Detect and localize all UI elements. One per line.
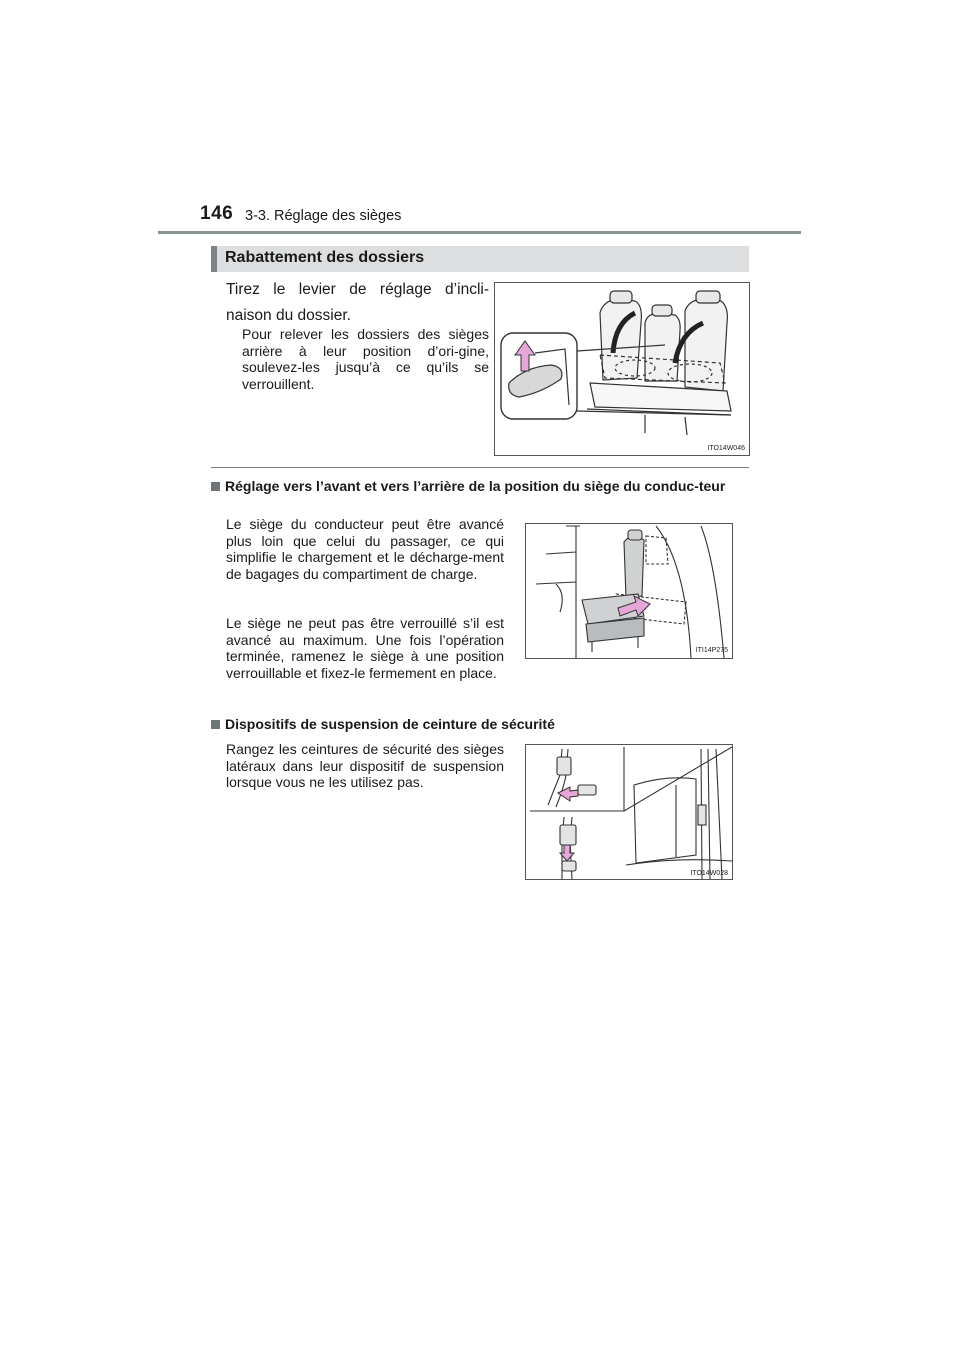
header-divider [158, 231, 801, 234]
slide-heading-text: Réglage vers l’avant et vers l’arrière de la position du siège du conduc-teur [225, 478, 726, 494]
square-bullet-icon [211, 720, 220, 729]
subsection-divider [211, 467, 749, 468]
belt-heading [211, 716, 749, 732]
figure-code: ITI14P275 [695, 647, 728, 654]
section-title: Rabattement des dossiers [225, 249, 425, 266]
section-breadcrumb: 3-3. Réglage des sièges [245, 208, 402, 224]
driver-seat-slide-illustration [525, 523, 733, 659]
folding-instruction: Tirez le levier de réglage d’incli-naison du dossier. [226, 281, 489, 324]
slide-heading [211, 478, 749, 494]
figure-code: ITO14W046 [707, 445, 745, 452]
folding-note: Pour relever les dossiers des sièges arrière à leur position d’ori-gine, soulevez-les jusqu’à ce qu’ils se verrouillent. [242, 326, 489, 392]
rear-seat-folding-illustration [494, 282, 750, 456]
slide-paragraph-1: Le siège du conducteur peut être avancé plus loin que celui du passager, ce qui simplifie le chargement et le décharge-ment de bagages du compartiment de charge. [226, 516, 504, 582]
slide-paragraph-2: Le siège ne peut pas être verrouillé s’il est avancé au maximum. Une fois l’opération terminée, ramenez le siège à une position verrouillable et fixez-le fermement en place. [226, 615, 504, 681]
belt-paragraph: Rangez les ceintures de sécurité des sièges latéraux dans leur dispositif de suspension lorsque vous ne les utilisez pas. [226, 741, 504, 790]
seatbelt-hanger-illustration [525, 744, 733, 880]
figure-code: ITO14W028 [690, 870, 728, 877]
section-accent [211, 246, 217, 272]
square-bullet-icon [211, 482, 220, 491]
page-number: 146 [200, 203, 234, 224]
section-heading-bar [211, 246, 749, 272]
belt-heading-text: Dispositifs de suspension de ceinture de sécurité [225, 716, 555, 732]
